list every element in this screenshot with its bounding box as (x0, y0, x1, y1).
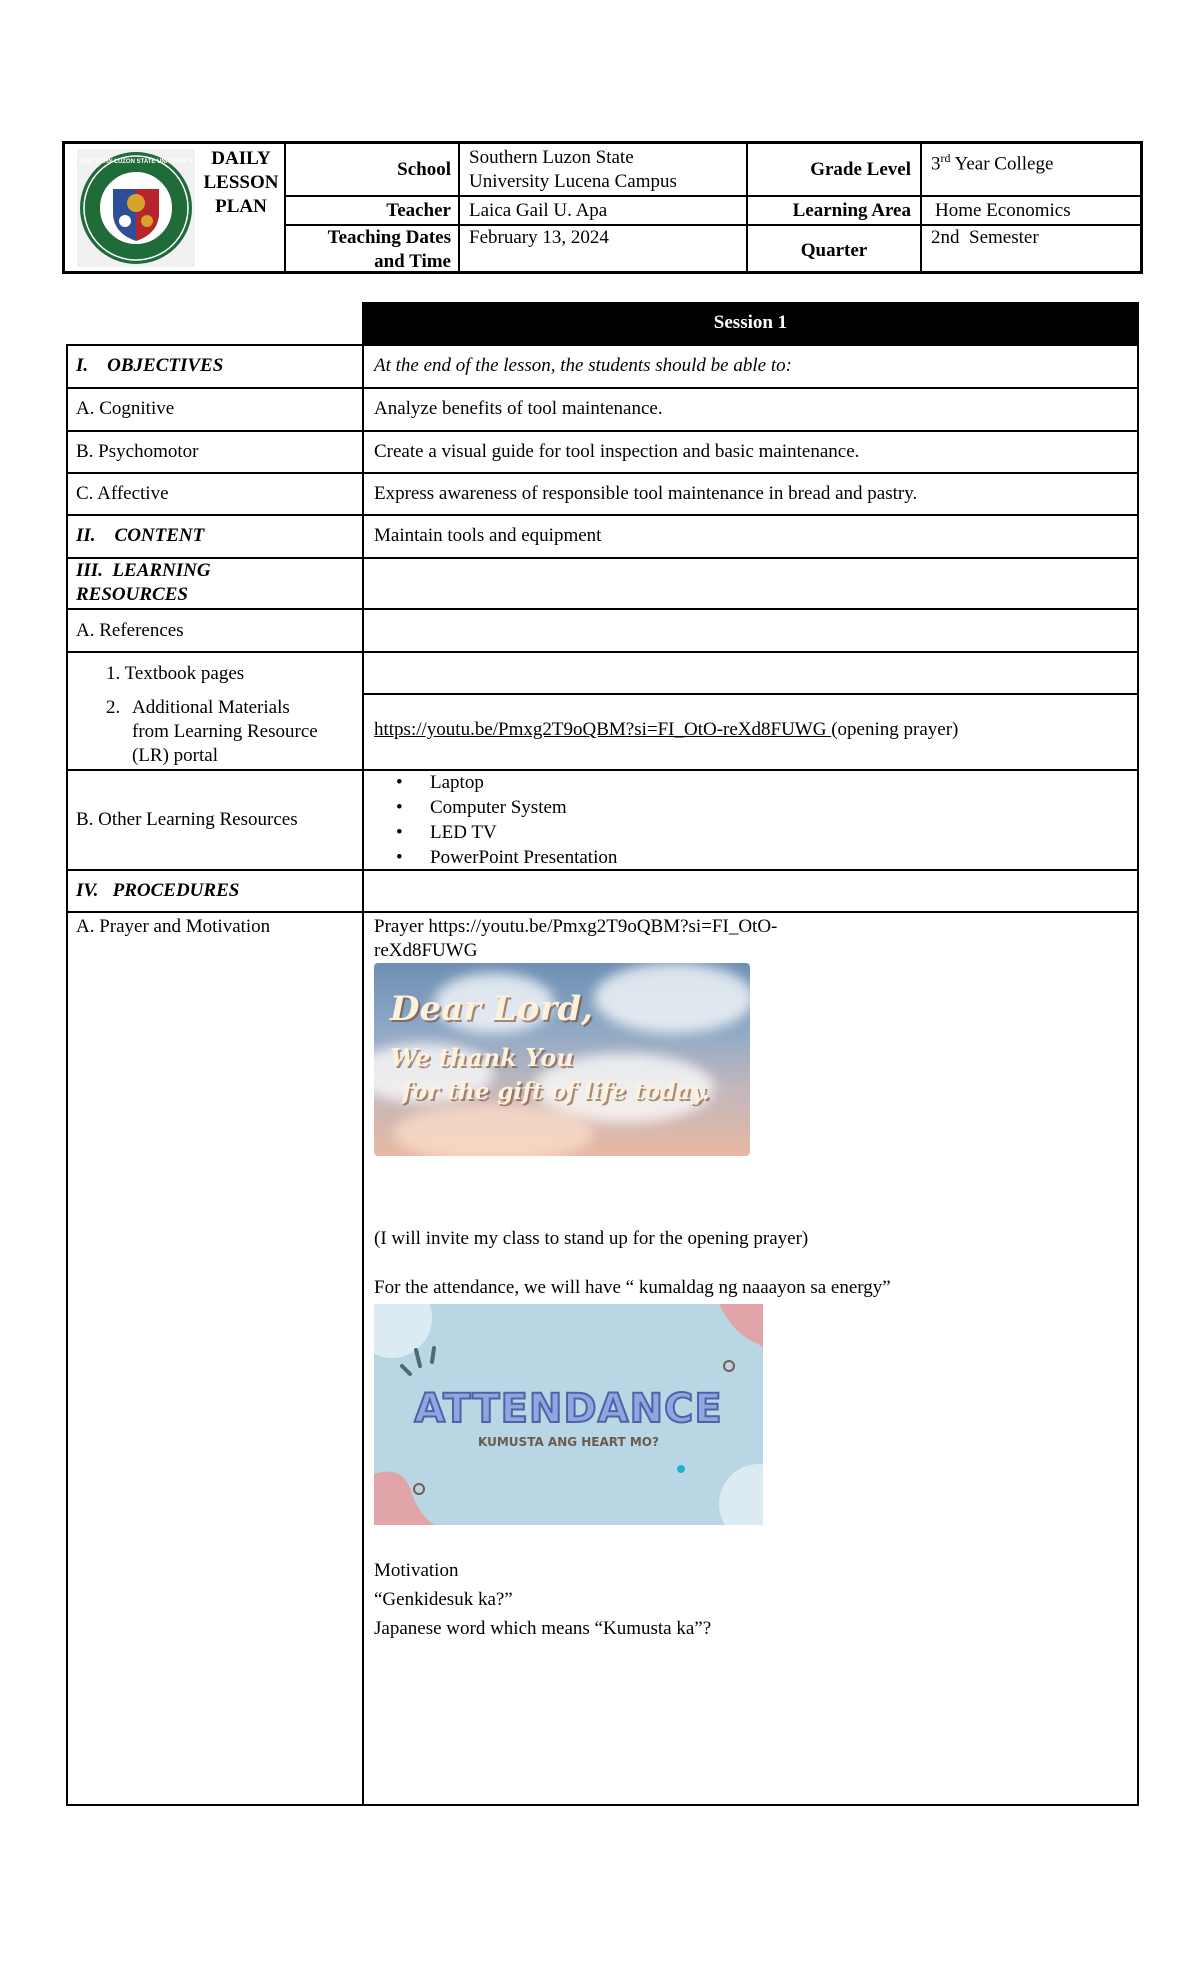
additional-materials-label: 2. Additional Materials from Learning Resource (LR) portal (106, 697, 318, 766)
dates-label: Teaching Dates and Time (327, 227, 451, 272)
divider (66, 472, 1139, 474)
learning-area-label: Learning Area (792, 200, 911, 221)
dates-value: February 13, 2024 (469, 227, 609, 248)
list-item: • Computer System (362, 796, 1062, 821)
quarter-value: 2nd Semester (931, 227, 1039, 248)
prayer-motivation-label: A. Prayer and Motivation (76, 916, 271, 937)
additional-materials-value: https://youtu.be/Pmxg2T9oQBM?si=FI_OtO-reXd8FUWG (opening prayer) (374, 719, 959, 740)
affective-label: C. Affective (76, 483, 169, 504)
psychomotor-label: B. Psychomotor (76, 441, 199, 462)
school-value: Southern Luzon State University Lucena Campus (469, 147, 677, 192)
divider (66, 651, 1139, 653)
cognitive-value: Analyze benefits of tool maintenance. (374, 398, 663, 419)
objectives-heading: I. OBJECTIVES (76, 355, 224, 376)
divider (362, 693, 1139, 695)
references-label: A. References (76, 620, 184, 641)
prayer-video-link[interactable]: https://youtu.be/Pmxg2T9oQBM?si=FI_OtO-reXd8FUWG (374, 719, 832, 740)
university-seal-logo (77, 149, 195, 267)
motivation-meaning: Japanese word which means “Kumusta ka”? (374, 1618, 712, 1639)
session-header: Session 1 (362, 302, 1139, 344)
quarter-label: Quarter (800, 240, 868, 261)
attendance-text: For the attendance, we will have “ kumaldag ng naaayon sa energy” (374, 1277, 891, 1298)
list-item: • Laptop (362, 771, 1062, 796)
divider (66, 1804, 1139, 1806)
prayer-image-title: Dear Lord, (390, 989, 594, 1029)
prayer-image-line: for the gift of life today. (402, 1078, 710, 1105)
attendance-subtitle: KUMUSTA ANG HEART MO? (478, 1435, 659, 1449)
svg-text:1964: 1964 (127, 248, 145, 258)
procedures-heading: IV. PROCEDURES (76, 880, 240, 901)
other-resources-label: B. Other Learning Resources (76, 809, 298, 830)
content-value: Maintain tools and equipment (374, 525, 602, 546)
affective-value: Express awareness of responsible tool maintenance in bread and pastry. (374, 483, 918, 504)
textbook-pages-label: 1. Textbook pages (106, 663, 245, 684)
doc-title: DAILY LESSON PLAN (203, 148, 279, 217)
lesson-table (66, 302, 1139, 1806)
divider (284, 144, 286, 271)
divider (1137, 302, 1139, 1806)
divider (746, 144, 748, 271)
divider (66, 608, 1139, 610)
grade-level-value: 3rd Year College (931, 151, 1054, 175)
divider (66, 344, 68, 1806)
divider (284, 195, 1140, 197)
attendance-title: ATTENDANCE (414, 1386, 723, 1432)
prayer-image (374, 963, 750, 1156)
content-heading: II. CONTENT (76, 525, 205, 546)
objectives-intro: At the end of the lesson, the students should be able to: (374, 355, 792, 376)
motivation-label: Motivation (374, 1560, 459, 1581)
attendance-image (374, 1304, 763, 1525)
divider (66, 344, 1139, 346)
learning-area-value: Home Economics (935, 200, 1071, 221)
divider (920, 144, 922, 271)
motivation-question: “Genkidesuk ka?” (374, 1589, 513, 1610)
prayer-image-line: We thank You (390, 1043, 574, 1072)
divider (66, 911, 1139, 913)
divider (66, 514, 1139, 516)
cognitive-label: A. Cognitive (76, 398, 175, 419)
list-item: • LED TV (362, 821, 1062, 846)
divider (458, 144, 460, 271)
teacher-value: Laica Gail U. Apa (469, 200, 608, 221)
prayer-text: Prayer https://youtu.be/Pmxg2T9oQBM?si=FI_OtO- reXd8FUWG (374, 916, 778, 961)
school-label: School (397, 159, 451, 180)
svg-text:SOUTHERN LUZON STATE UNIVERSIT: SOUTHERN LUZON STATE UNIVERSITY (78, 159, 194, 165)
list-item: • PowerPoint Presentation (362, 846, 1062, 871)
divider (362, 302, 364, 1806)
resources-heading: III. LEARNING RESOURCES (76, 560, 211, 605)
teacher-label: Teacher (386, 200, 451, 221)
psychomotor-value: Create a visual guide for tool inspection and basic maintenance. (374, 441, 860, 462)
invite-text: (I will invite my class to stand up for the opening prayer) (374, 1228, 809, 1249)
grade-level-label: Grade Level (810, 159, 911, 180)
divider (66, 387, 1139, 389)
other-resources-list (362, 771, 1062, 871)
header-table (62, 141, 1143, 274)
divider (66, 430, 1139, 432)
